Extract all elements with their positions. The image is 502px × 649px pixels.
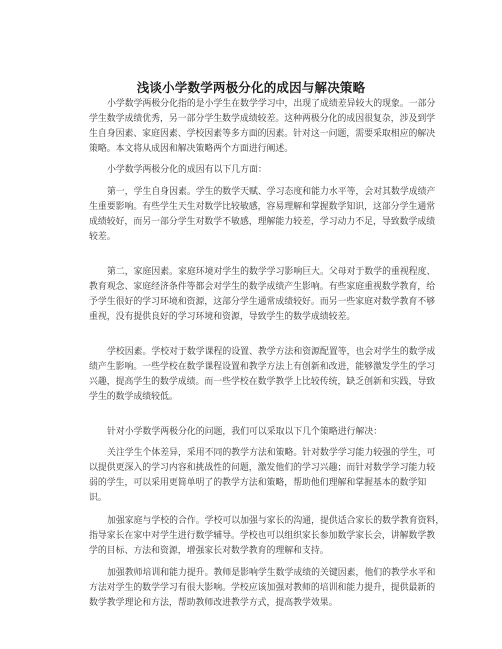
paragraph-school-factors [89,345,436,405]
paragraph-family-factors [89,265,436,325]
paragraph-line: 指导家长在家中对学生进行数学辅导。学校也可以组织家长参加数学家长会，讲解数学教 [89,531,436,541]
paragraph-line: 策略。本文将从成因和解决策略两个方面进行阐述。 [89,144,294,154]
paragraph-line: 数学教学理论和方法，帮助教师改进教学方式，提高教学效果。 [89,598,338,608]
paragraph-line: 绩产生影响。一些学校在数学课程设置和教学方法上有创新和改进，能够激发学生的学习 [89,362,436,372]
paragraph-line: 生重要影响。有些学生天生对数学比较敏感，容易理解和掌握数学知识，这部分学生通常 [89,202,436,212]
paragraph-line: 教育观念、家庭经济条件等都会对学生的数学成绩产生影响。有些家庭重视数学教育，给 [89,282,436,292]
paragraph-line: 兴趣，提高学生的数学成绩。而一些学校在数学教学上比较传统，缺乏创新和实践，导致 [89,377,436,387]
paragraph-line: 识。 [89,493,107,503]
paragraph-line: 学校因素。学校对于数学课程的设置、教学方法和资源配置等，也会对学生的数学成 [107,347,436,357]
paragraph-line: 第二，家庭因素。家庭环境对学生的数学学习影响巨大。父母对于数学的重视程度、 [107,267,436,277]
paragraph-individual-differences [89,446,436,506]
paragraph-line: 第一，学生自身因素。学生的数学天赋、学习态度和能力水平等，会对其数学成绩产 [107,187,436,197]
paragraph-line: 弱的学生，可以采用更简单明了的教学方法和策略，帮助他们理解和掌握基本的数学知 [89,478,427,488]
paragraph-line: 较差。 [89,232,116,242]
paragraph-line: 针对小学数学两极分化的问题，我们可以采取以下几个策略进行解决： [107,427,383,437]
paragraph-line: 加强家庭与学校的合作。学校可以加强与家长的沟通，提供适合家长的数学教育资料， [107,516,445,526]
paragraph-line: 成绩较好，而另一部分学生对数学不敏感，理解能力较差，学习动力不足，导致数学成绩 [89,217,436,227]
paragraph-line: 予学生很好的学习环境和资源，这部分学生通常成绩较好。而另一些家庭对数学教育不够 [89,297,436,307]
paragraph-home-school-cooperation [89,514,445,559]
paragraph-line: 关注学生个体差异，采用不同的教学方法和策略。针对数学学习能力较强的学生，可 [107,448,436,458]
paragraph-teacher-training [89,566,436,611]
paragraph-strategies-heading [89,425,417,440]
paragraph-line: 方法对学生的数学学习有很大影响。学校应该加强对教师的培训和能力提升，提供最新的 [89,583,436,593]
paragraph-line: 以提供更深入的学习内容和挑战性的问题，激发他们的学习兴趣；而针对数学学习能力较 [89,463,436,473]
paragraph-causes-heading [89,163,417,178]
paragraph-line: 生自身因素、家庭因素、学校因素等多方面的因素。针对这一问题，需要采取相应的解决 [89,129,436,139]
paragraph-line: 学的目标、方法和资源，增强家长对数学教育的理解和支持。 [89,546,329,556]
paragraph-line: 小学数学两极分化的成因有以下几方面： [107,165,267,175]
paragraph-line: 学生数学成绩优秀，另一部分学生数学成绩较差。这种两极分化的成因很复杂，涉及到学 [89,114,436,124]
paragraph-line: 加强教师培训和能力提升。教师是影响学生数学成绩的关键因素，他们的教学水平和 [107,568,436,578]
document-title: 浅谈小学数学两极分化的成因与解决策略 [136,80,366,95]
paragraph-line: 重视，没有提供良好的学习环境和资源，导致学生的数学成绩较差。 [89,312,356,322]
paragraph-student-factors [89,185,436,245]
paragraph-line: 小学数学两极分化指的是小学生在数学学习中，出现了成绩差异较大的现象。一部分 [107,99,436,109]
paragraph-intro [89,97,436,157]
paragraph-line: 学生的数学成绩较低。 [89,392,178,402]
